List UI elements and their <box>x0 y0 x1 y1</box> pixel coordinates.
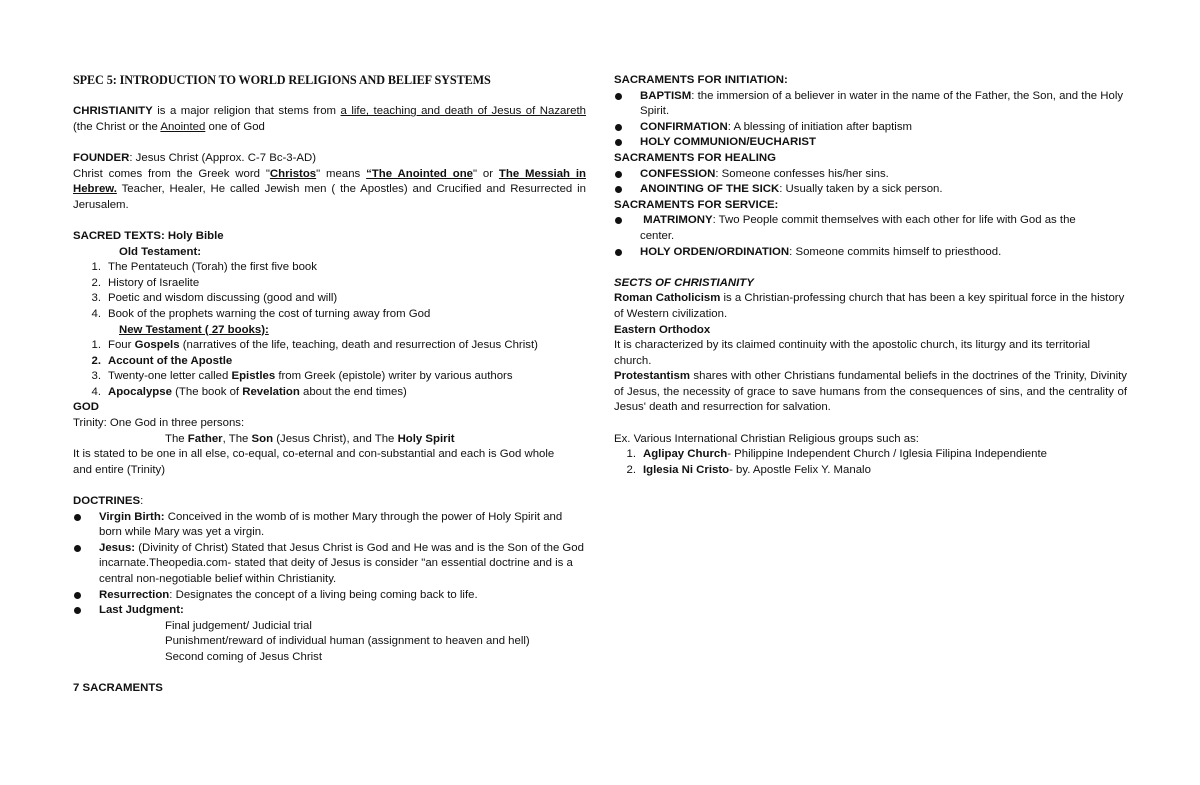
trinity-line: Trinity: One God in three persons: <box>73 417 245 430</box>
item-text <box>640 120 1127 136</box>
list-item <box>614 120 1127 136</box>
eastern-orthodox-paragraph: It is characterized by its claimed continuity with the apostolic church, its liturgy and its territorial church. <box>614 339 1091 367</box>
item-text-c: (The book of <box>171 385 243 398</box>
list-item <box>73 541 586 588</box>
item-number: 3. <box>91 370 101 383</box>
roman-catholicism-paragraph <box>614 291 1127 322</box>
item-text <box>640 182 1127 198</box>
son-term: Son <box>251 432 274 445</box>
bullet-icon <box>614 245 640 261</box>
messiah-term: The Messiah in Hebrew. <box>73 167 586 196</box>
bullet-icon <box>614 182 640 198</box>
item-text <box>643 463 871 479</box>
item-desc: : the immersion of a believer in water in the name of the Father, the Son, and the Holy Spirit. <box>640 89 1124 118</box>
founder-text: : Jesus Christ (Approx. C-7 Bc-3-AD) <box>129 151 317 164</box>
sect-term: Protestantism <box>614 370 690 383</box>
item-number: 3. <box>91 292 101 305</box>
founder-text-a: Christ comes from the Greek word " <box>73 167 270 180</box>
christianity-underlined: a life, teaching and death of Jesus of Nazareth <box>340 105 586 118</box>
list-item <box>614 463 1127 479</box>
item-text-e: about the end times) <box>299 385 407 398</box>
item-term: CONFIRMATION <box>640 120 728 133</box>
christos-term: Christos <box>269 167 317 180</box>
item-text: Poetic and wisdom discussing (good and will) <box>108 292 338 305</box>
item-desc: : Designates the concept of a living being coming back to life. <box>169 588 478 601</box>
item-term: Jesus: <box>99 541 136 554</box>
bullet-icon <box>614 120 640 136</box>
item-term: Gospels <box>134 339 180 352</box>
bullet-icon <box>614 135 640 151</box>
item-number: 1. <box>626 448 636 461</box>
eastern-orthodox-heading: Eastern Orthodox <box>614 323 711 336</box>
item-term: Apocalypse <box>108 385 172 398</box>
persons-text-1: The <box>165 432 188 445</box>
list-item <box>73 510 586 541</box>
item-number: 2. <box>91 354 101 367</box>
item-text <box>99 588 586 604</box>
anointed-one-term: “The Anointed one <box>366 167 473 180</box>
judgment-line: Second coming of Jesus Christ <box>165 650 323 663</box>
god-heading: GOD <box>73 401 99 414</box>
item-term: Epistles <box>231 370 276 383</box>
healing-heading: SACRAMENTS FOR HEALING <box>614 151 776 164</box>
founder-label: FOUNDER <box>73 151 130 164</box>
persons-text-2: , The <box>222 432 252 445</box>
list-item <box>73 588 586 604</box>
item-text-a: Twenty-one letter called <box>108 370 232 383</box>
item-term: Virgin Birth: <box>99 510 165 523</box>
father-term: Father <box>187 432 223 445</box>
item-number: 1. <box>91 261 101 274</box>
sect-term: Roman Catholicism <box>614 292 721 305</box>
item-text-c: from Greek (epistole) writer by various authors <box>275 370 513 383</box>
item-desc: - by. Apostle Felix Y. Manalo <box>729 463 871 476</box>
item-text: History of Israelite <box>108 276 200 289</box>
list-item <box>614 182 1127 198</box>
item-term: Last Judgment: <box>99 604 184 617</box>
item-text <box>108 338 538 354</box>
item-text <box>108 369 513 385</box>
list-item <box>73 260 586 276</box>
old-testament-heading: Old Testament: <box>119 245 202 258</box>
christianity-text-3: one of God <box>205 120 265 133</box>
christianity-paragraph <box>73 104 586 135</box>
item-desc: Conceived in the womb of is mother Mary through the power of Holy Spirit and born while Mary was yet a virgin. <box>99 510 563 539</box>
item-number: 2. <box>626 463 636 476</box>
item-term: BAPTISM <box>640 89 692 102</box>
founder-paragraph <box>73 167 586 214</box>
christianity-label: CHRISTIANITY <box>73 105 153 118</box>
item-term: Resurrection <box>99 588 170 601</box>
list-item <box>73 603 586 619</box>
item-number: 4. <box>91 385 101 398</box>
item-text <box>99 603 586 619</box>
old-testament-list <box>73 260 586 322</box>
doctrines-colon: : <box>140 495 144 508</box>
sects-heading: SECTS OF CHRISTIANITY <box>614 276 754 289</box>
document-title: SPEC 5: INTRODUCTION TO WORLD RELIGIONS AND BELIEF SYSTEMS <box>73 73 491 87</box>
groups-intro: Ex. Various International Christian Religious groups such as: <box>614 432 919 445</box>
item-text <box>640 245 1127 261</box>
right-column <box>614 73 1127 478</box>
item-text <box>99 510 586 541</box>
list-item <box>614 167 1127 183</box>
sacred-texts-heading: SACRED TEXTS: Holy Bible <box>73 229 224 242</box>
bullet-icon <box>73 510 99 541</box>
christianity-text-2: (the Christ or the <box>73 120 161 133</box>
bullet-icon <box>614 213 640 244</box>
item-text <box>640 89 1127 120</box>
item-term: Account of the Apostle <box>108 354 233 367</box>
list-item <box>614 213 1127 244</box>
item-desc: - Philippine Independent Church / Iglesia Filipina Independiente <box>727 448 1047 461</box>
list-item <box>73 307 586 323</box>
doctrines-list <box>73 510 586 619</box>
item-term: CONFESSION <box>640 167 716 180</box>
item-term: Iglesia Ni Cristo <box>643 463 730 476</box>
item-text <box>640 167 1127 183</box>
item-desc: : Usually taken by a sick person. <box>779 183 943 196</box>
list-item <box>73 369 586 385</box>
item-text: Book of the prophets warning the cost of turning away from God <box>108 307 431 320</box>
list-item <box>614 135 1127 151</box>
item-text <box>643 447 1047 463</box>
bullet-icon <box>614 89 640 120</box>
founder-text-c: " or <box>472 167 499 180</box>
list-item <box>73 291 586 307</box>
item-term: HOLY ORDEN/ORDINATION <box>640 245 790 258</box>
item-text <box>108 385 407 401</box>
founder-text-d: Teacher, Healer, He called Jewish men ( the Apostles) and Crucified and Resurrected in Jerusalem. <box>73 183 586 211</box>
judgment-line: Final judgement/ Judicial trial <box>165 619 312 632</box>
trinity-description: It is stated to be one in all else, co-equal, co-eternal and con-substantial and each is God whole and entire (Trinity) <box>73 448 555 476</box>
list-item <box>73 276 586 292</box>
item-term: MATRIMONY <box>640 214 713 227</box>
item-desc: : A blessing of initiation after baptism <box>727 120 913 133</box>
item-text-a: Four <box>108 339 135 352</box>
service-heading: SACRAMENTS FOR SERVICE: <box>614 198 779 211</box>
list-item <box>614 245 1127 261</box>
list-item <box>614 89 1127 120</box>
doctrines-heading <box>73 494 586 510</box>
founder-line <box>73 151 586 167</box>
new-testament-heading: New Testament ( 27 books): <box>119 323 269 336</box>
bullet-icon <box>73 541 99 588</box>
bullet-icon <box>73 603 99 619</box>
item-text <box>640 135 1127 151</box>
item-term: ANOINTING OF THE SICK <box>640 183 780 196</box>
item-text <box>99 541 586 588</box>
item-desc: (Divinity of Christ) Stated that Jesus Christ is God and He was and is the Son of the God incarnate.Theopedia.com- stated that deity of Jesus is consider "an essential doctrine and is a central non-negotiable belief within Christianity. <box>99 541 584 585</box>
christianity-anointed: Anointed <box>160 120 206 133</box>
sect-desc: shares with other Christians fundamental beliefs in the doctrines of the Trinity, Divinity of Jesus, the necessity of grace to save humans from the consequences of sins, and the centrality of Jesus' death and resurrection for salvation. <box>614 370 1127 414</box>
spirit-term: Holy Spirit <box>397 432 455 445</box>
item-number: 2. <box>91 276 101 289</box>
item-text-c: (narratives of the life, teaching, death and resurrection of Jesus Christ) <box>179 339 538 352</box>
new-testament-list <box>73 338 586 400</box>
christianity-text-1: is a major religion that stems from <box>152 105 341 118</box>
item-term: HOLY COMMUNION/EUCHARIST <box>640 136 816 149</box>
item-desc: : Someone commits himself to priesthood. <box>789 245 1002 258</box>
item-desc: : Two People commit themselves with each other for life with God as the center. <box>640 214 1079 242</box>
doctrines-label: DOCTRINES <box>73 495 141 508</box>
sect-desc: is a Christian-professing church that has been a key spiritual force in the history of Western civilization. <box>614 292 1125 320</box>
judgment-line: Punishment/reward of individual human (assignment to heaven and hell) <box>165 635 530 648</box>
item-text <box>640 213 1127 244</box>
item-desc: : Someone confesses his/her sins. <box>715 167 889 180</box>
bullet-icon <box>73 588 99 604</box>
founder-text-b: " means <box>316 167 367 180</box>
list-item <box>614 447 1127 463</box>
seven-sacraments-heading: 7 SACRAMENTS <box>73 682 163 695</box>
item-term-2: Revelation <box>242 385 300 398</box>
item-number: 4. <box>91 307 101 320</box>
protestantism-paragraph <box>614 369 1127 416</box>
left-column <box>73 73 586 697</box>
item-term: Aglipay Church <box>643 448 728 461</box>
list-item <box>73 385 586 401</box>
groups-list <box>614 447 1127 478</box>
item-number: 1. <box>91 339 101 352</box>
persons-line <box>73 432 586 448</box>
initiation-heading: SACRAMENTS FOR INITIATION: <box>614 74 788 86</box>
list-item <box>73 354 586 370</box>
item-text: The Pentateuch (Torah) the first five book <box>108 261 317 274</box>
bullet-icon <box>614 167 640 183</box>
list-item <box>73 338 586 354</box>
persons-text-3: (Jesus Christ), and The <box>273 432 398 445</box>
